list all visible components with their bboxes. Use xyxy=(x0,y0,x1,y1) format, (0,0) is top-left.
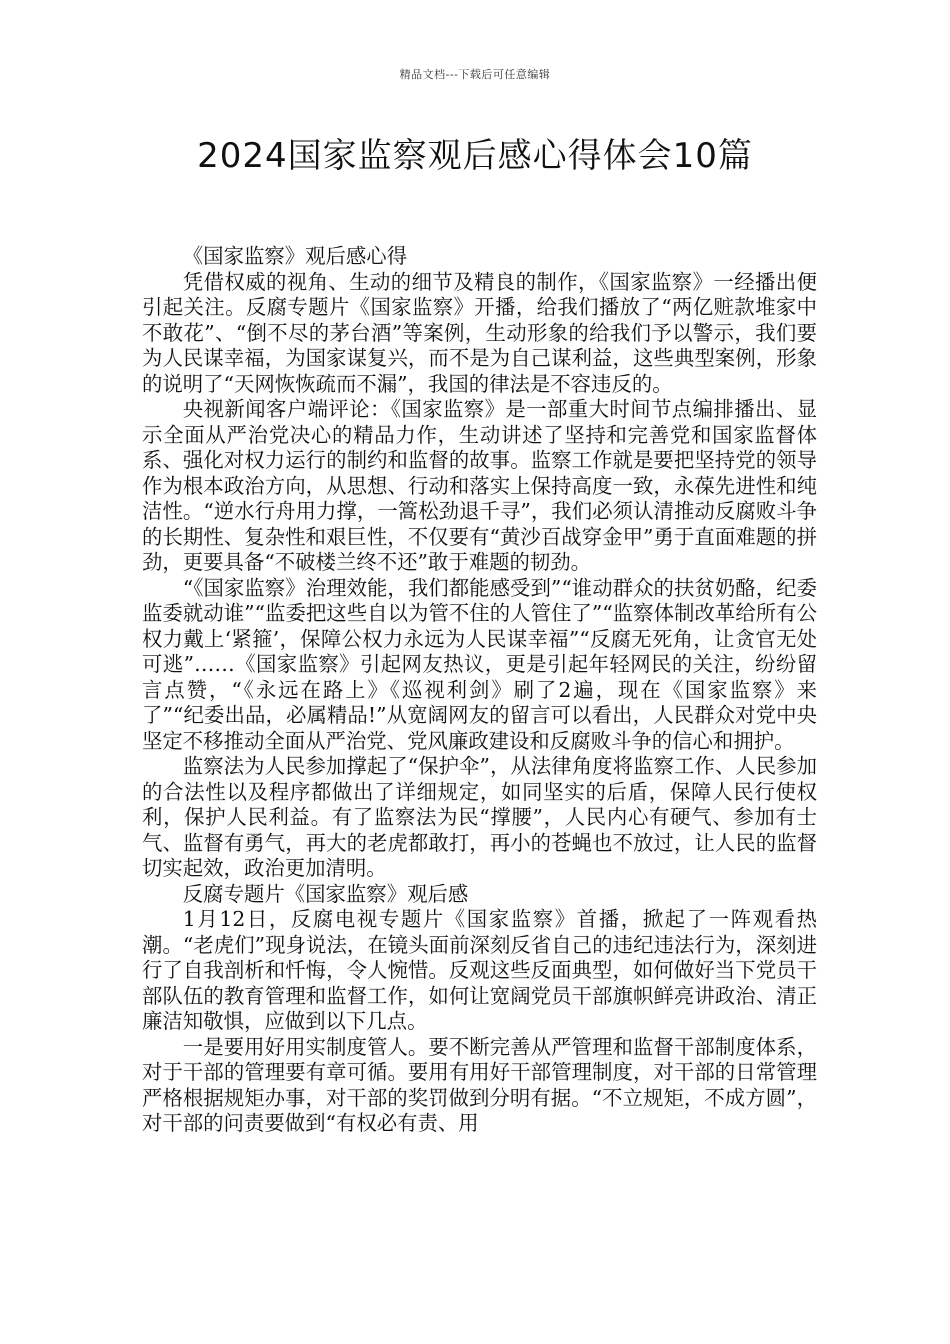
document-body xyxy=(142,244,817,1137)
paragraph: 监察法为人民参加撑起了“保护伞”，从法律角度将监察工作、人民参加的合法性以及程序都做出了详细规定，如同坚实的后盾，保障人民行使权利，保护人民利益。有了监察法为民“撑腰”，人民内心有硬气、参加有士气、监督有勇气，再大的老虎都敢打，再小的苍蝇也不放过，让人民的监督切实起效，政治更加清明。 xyxy=(142,754,817,880)
paragraph: 凭借权威的视角、生动的细节及精良的制作，《国家监察》一经播出便引起关注。反腐专题片《国家监察》开播，给我们播放了“两亿赃款堆家中不敢花”、“倒不尽的茅台酒”等案例，生动形象的给我们予以警示，我们要为人民谋幸福，为国家谋复兴，而不是为自己谋利益，这些典型案例，形象的说明了“天网恢恢疏而不漏”，我国的律法是不容违反的。 xyxy=(142,269,817,396)
header-note: 精品文档---下载后可任意编辑 xyxy=(399,68,551,81)
paragraph: 一是要用好用实制度管人。要不断完善从严管理和监督干部制度体系，对于干部的管理要有章可循。要用有用好干部管理制度，对干部的日常管理严格根据规矩办事，对干部的奖罚做到分明有据。“不立规矩，不成方圆”，对干部的问责要做到“有权必有责、用 xyxy=(142,1034,817,1135)
paragraph: “《国家监察》治理效能，我们都能感受到”“谁动群众的扶贫奶酪，纪委监委就动谁”“监委把这些自以为管不住的人管住了”“监察体制改革给所有公权力戴上‘紧箍’，保障公权力永远为人民谋幸福”“反腐无死角，让贪官无处可逃”……《国家监察》引起网友热议，更是引起年轻网民的关注，纷纷留言点赞，“《永远在路上》《巡视利剑》刷了2遍，现在《国家监察》来了”“纪委出品，必属精品!”从宽阔网友的留言可以看出，人民群众对党中央坚定不移推动全面从严治党、党风廉政建设和反腐败斗争的信心和拥护。 xyxy=(142,575,817,753)
document-title: 2024国家监察观后感心得体会10篇 xyxy=(197,136,753,176)
paragraph: 1月12日，反腐电视专题片《国家监察》首播，掀起了一阵观看热潮。“老虎们”现身说法，在镜头面前深刻反省自己的违纪违法行为，深刻进行了自我剖析和忏悔，令人惋惜。反观这些反面典型，如何做好当下党员干部队伍的教育管理和监督工作，如何让宽阔党员干部旗帜鲜亮讲政治、清正廉洁知敬惧，应做到以下几点。 xyxy=(142,907,817,1033)
paragraph: 央视新闻客户端评论：《国家监察》是一部重大时间节点编排播出、显示全面从严治党决心的精品力作，生动讲述了坚持和完善党和国家监督体系、强化对权力运行的制约和监督的故事。监察工作就是要把坚持党的领导作为根本政治方向，从思想、行动和落实上保持高度一致，永葆先进性和纯洁性。“逆水行舟用力撑，一篙松劲退千寻”，我们必须认清推动反腐败斗争的长期性、复杂性和艰巨性，不仅要有“黄沙百战穿金甲”勇于直面难题的拼劲，更要具备“不破楼兰终不还”敢于难题的韧劲。 xyxy=(142,397,817,574)
section-heading: 反腐专题片《国家监察》观后感 xyxy=(182,881,469,906)
section-heading: 《国家监察》观后感心得 xyxy=(182,244,408,268)
